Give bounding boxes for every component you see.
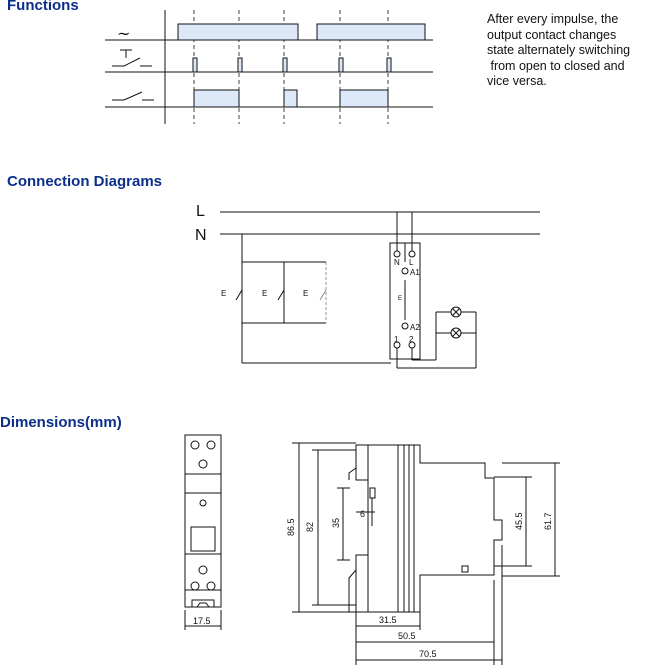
push-switch [236, 284, 242, 300]
dimensions-heading: Dimensions(mm) [0, 414, 122, 431]
supply-symbol: ~ [117, 24, 131, 43]
switch-label: E [262, 289, 268, 298]
switch-label: E [221, 289, 227, 298]
button-pulse [238, 58, 242, 72]
switch-label: E [303, 289, 309, 298]
supply-pulse [178, 24, 298, 40]
button-pulse [387, 58, 391, 72]
terminal-A1: A1 [410, 268, 420, 277]
description-line: from open to closed and [487, 58, 625, 73]
push-switch [278, 290, 284, 300]
description-line: vice versa. [487, 74, 547, 88]
dim-height-35: 35 [331, 517, 341, 528]
description-line: state alternately switching [487, 43, 631, 57]
output-pulse [340, 90, 388, 107]
dim-height-61-7: 61.7 [543, 512, 553, 530]
description-line: output contact changes [487, 27, 617, 42]
lamp-icon [451, 328, 461, 338]
dim-height-45-5: 45.5 [514, 512, 524, 530]
side-view [292, 443, 560, 665]
coil-label: E [398, 296, 403, 302]
output-pulse [194, 90, 239, 107]
functions-heading: Functions [7, 0, 79, 14]
dim-depth-70-5: 70.5 [419, 649, 437, 659]
dim-depth-50-5: 50.5 [398, 631, 416, 641]
front-view [185, 435, 221, 630]
push-button-symbol [112, 50, 152, 66]
line-label-L: L [196, 203, 205, 220]
dim-gap-6: 6 [360, 509, 366, 519]
connection-diagram [195, 203, 540, 368]
terminal-L: L [409, 258, 414, 267]
connection-diagrams-heading: Connection Diagrams [7, 173, 163, 190]
terminal-N: N [394, 258, 400, 267]
terminal-A2: A2 [410, 323, 420, 332]
timing-diagram [105, 10, 433, 124]
button-pulse [283, 58, 287, 72]
supply-pulse [317, 24, 425, 40]
terminal-1: 1 [394, 335, 399, 344]
dim-height-86-5: 86.5 [286, 518, 296, 536]
contact-symbol [112, 92, 154, 100]
description-line: After every impulse, the [487, 12, 619, 26]
lamp-icon [451, 307, 461, 317]
terminal-2: 2 [409, 335, 414, 344]
dim-height-82: 82 [305, 521, 315, 532]
dim-depth-31-5: 31.5 [379, 615, 397, 625]
dim-front-width: 17.5 [193, 616, 211, 626]
output-pulse [284, 90, 297, 107]
button-pulse [339, 58, 343, 72]
line-label-N: N [195, 227, 207, 244]
button-pulse [193, 58, 197, 72]
